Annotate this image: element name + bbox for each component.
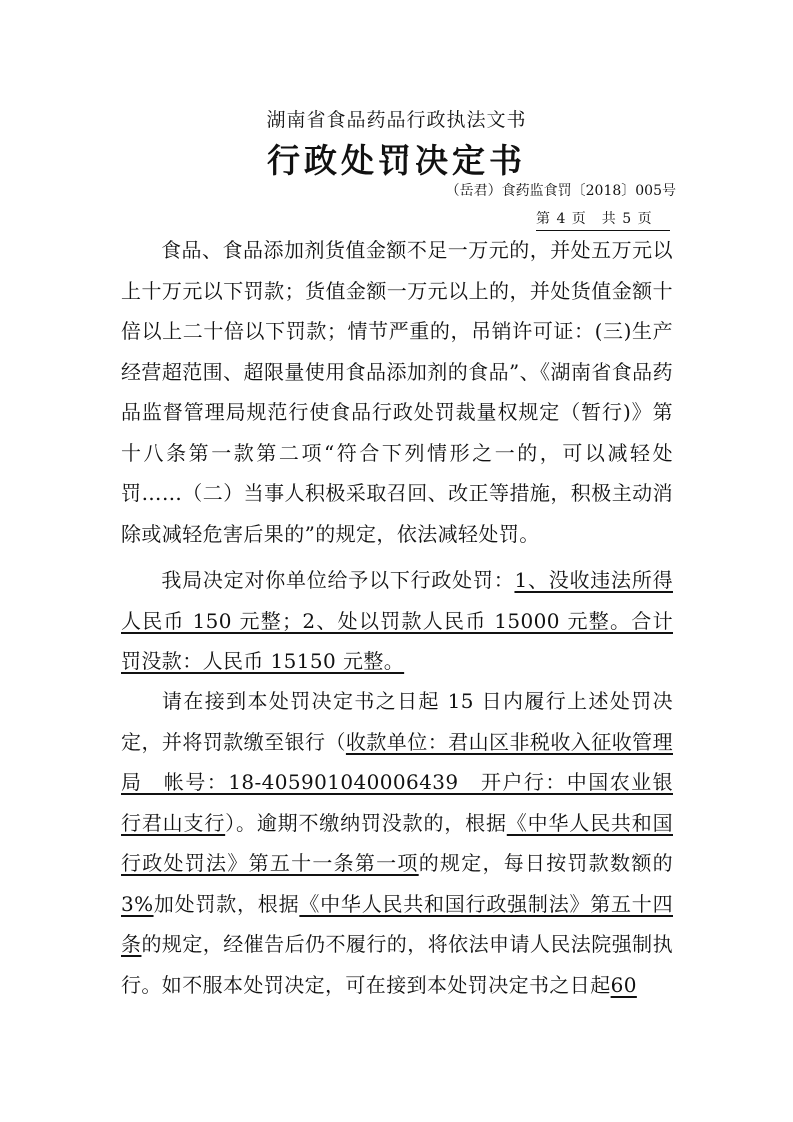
appeal-days: 60 xyxy=(610,972,637,997)
document-number: （岳君）食药监食罚〔2018〕005号 xyxy=(445,183,676,199)
paragraph-text: 请在接到本处罚决定书之日起 15 日内履行上述处罚决定，并将罚款缴至银行（ xyxy=(121,689,673,754)
paragraph-decision xyxy=(121,560,673,682)
daily-penalty-rate: 3% xyxy=(121,891,154,916)
paragraph-text: 的规定，经催告后仍不履行的，将依法申请人民法院强制执行。如不服本处罚决定，可在接到本处罚决定书之日起 xyxy=(121,932,673,997)
paragraph-payment-instructions xyxy=(121,681,673,1005)
page-indicator: 第 4 页 共 5 页 xyxy=(536,208,670,231)
paragraph-text: 食品、食品添加剂货值金额不足一万元的，并处五万元以上十万元以下罚款；货值金额一万元以上的，并处货值金额十倍以上二十倍以下罚款；情节严重的，吊销许可证：(三)生产经营超范围、超限量使用食品添加剂的食品”、《湖南省食品药品监督管理局规范行使食品行政处罚裁量权规定（暂行)》第十八条第一款第二项“符合下列情形之一的，可以减轻处罚……（二）当事人积极采取召回、改正等措施，积极主动消除或减轻危害后果的”的规定，依法减轻处罚。 xyxy=(121,238,673,546)
paragraph-legal-basis xyxy=(121,230,673,554)
document-org-line: 湖南省食品药品行政执法文书 xyxy=(266,109,527,131)
paragraph-text: 的规定，每日按罚款数额的 xyxy=(418,851,673,875)
paragraph-text: 我局决定对你单位给予以下行政处罚： xyxy=(161,568,515,592)
document-title: 行政处罚决定书 xyxy=(267,141,526,180)
law-reference-admin-enforcement: 《中华人民共和国行政强制法》第五十四条 xyxy=(121,891,673,956)
paragraph-text: 加处罚款，根据 xyxy=(153,891,300,916)
law-reference-admin-penalty: 《中华人民共和国行政处罚法》第五十一条第一项 xyxy=(121,810,673,875)
penalty-details: 1、没收违法所得人民币 150 元整；2、处以罚款人民币 15000 元整。合计罚没款：人民币 15150 元整。 xyxy=(121,568,673,673)
bank-account-details: 收款单位：君山区非税收入征收管理局 帐号：18-405901040006439 开户行：中国农业银行君山支行 xyxy=(121,729,673,835)
paragraph-text: ）。逾期不缴纳罚没款的，根据 xyxy=(225,810,507,835)
